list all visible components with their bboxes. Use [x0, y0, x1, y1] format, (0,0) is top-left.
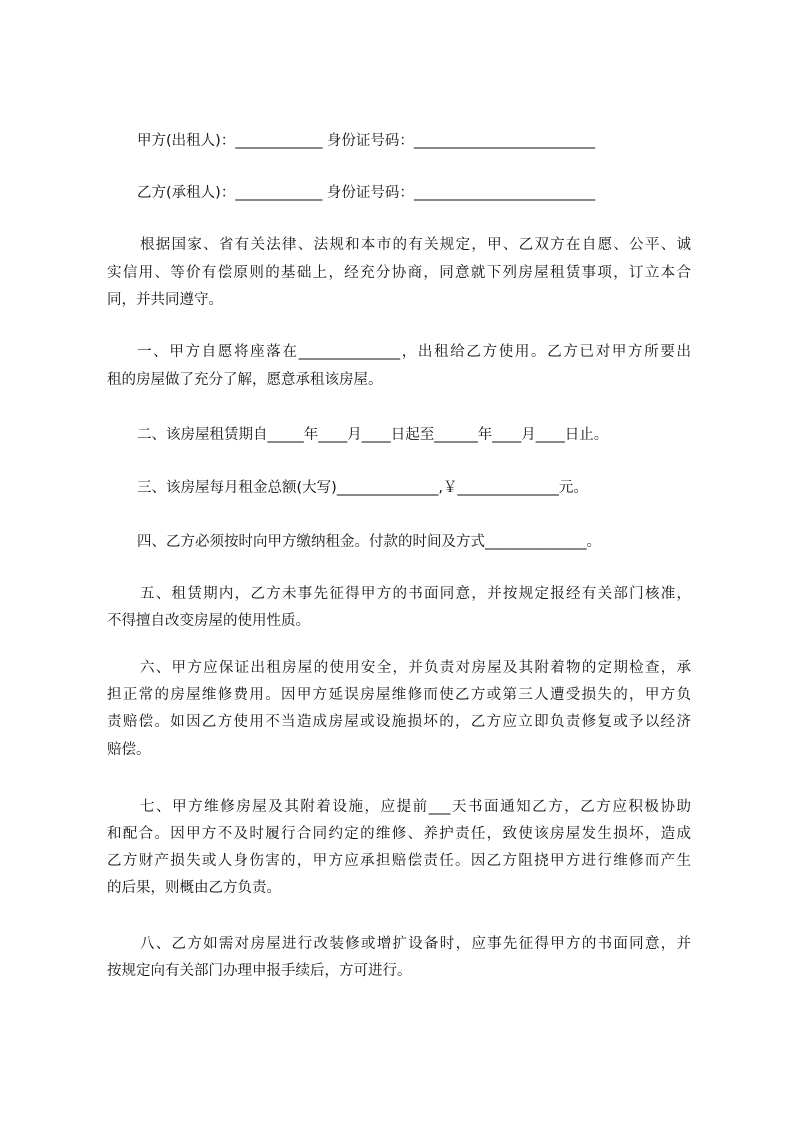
clause-7-line: 和配合。因甲方不及时履行合同约定的维修、养护责任，致使该房屋发生损坏，造成 [107, 826, 691, 842]
preamble-line: 根据国家、省有关法律、法规和本市的有关规定，甲、乙双方在自愿、公平、诚 [140, 237, 691, 253]
clause-7-line: 乙方财产损失或人身伤害的，甲方应承担赔偿责任。因乙方阻挠甲方进行维修而产生 [107, 853, 691, 869]
clause-2-line: 二、该房屋租赁期自_____年____月____日起至______年____月____日止。 [137, 427, 609, 443]
clause-5-line: 五、租赁期内，乙方未事先征得甲方的书面同意，并按规定报经有关部门核准， [140, 586, 691, 602]
clause-3-line: 三、该房屋每月租金总额(大写)______________,￥______________元。 [137, 480, 588, 496]
preamble-line: 实信用、等价有偿原则的基础上，经充分协商，同意就下列房屋租赁事项，订立本合 [107, 265, 691, 281]
clause-6-line: 担正常的房屋维修费用。因甲方延误房屋维修而使乙方或第三人遭受损失的，甲方负 [107, 687, 691, 703]
preamble-line: 同，并共同遵守。 [107, 292, 223, 308]
clause-5-line: 不得擅自改变房屋的使用性质。 [107, 613, 310, 629]
clause-7-line: 的后果，则概由乙方负责。 [107, 880, 281, 896]
clause-4-line: 四、乙方必须按时向甲方缴纳租金。付款的时间及方式______________。 [137, 534, 601, 550]
clause-7-line: 七、甲方维修房屋及其附着设施，应提前___天书面通知乙方，乙方应积极协助 [140, 799, 691, 815]
tenant-line: 乙方(承租人)：____________ 身份证号码：_________________________ [137, 185, 596, 201]
clause-8-line: 按规定向有关部门办理申报手续后，方可进行。 [107, 963, 412, 979]
clause-6-line: 赔偿。 [107, 742, 151, 758]
clause-1-line: 一、甲方自愿将座落在______________，出租给乙方使用。乙方已对甲方所要出 [137, 344, 691, 360]
clause-8-line: 八、乙方如需对房屋进行改装修或增扩设备时，应事先征得甲方的书面同意，并 [140, 936, 691, 952]
landlord-line: 甲方(出租人)：____________ 身份证号码：_________________________ [137, 133, 596, 149]
clause-6-line: 六、甲方应保证出租房屋的使用安全，并负责对房屋及其附着物的定期检查，承 [140, 660, 691, 676]
clause-6-line: 责赔偿。如因乙方使用不当造成房屋或设施损坏的，乙方应立即负责修复或予以经济 [107, 714, 691, 730]
clause-1-line: 租的房屋做了充分了解，愿意承租该房屋。 [107, 372, 383, 388]
